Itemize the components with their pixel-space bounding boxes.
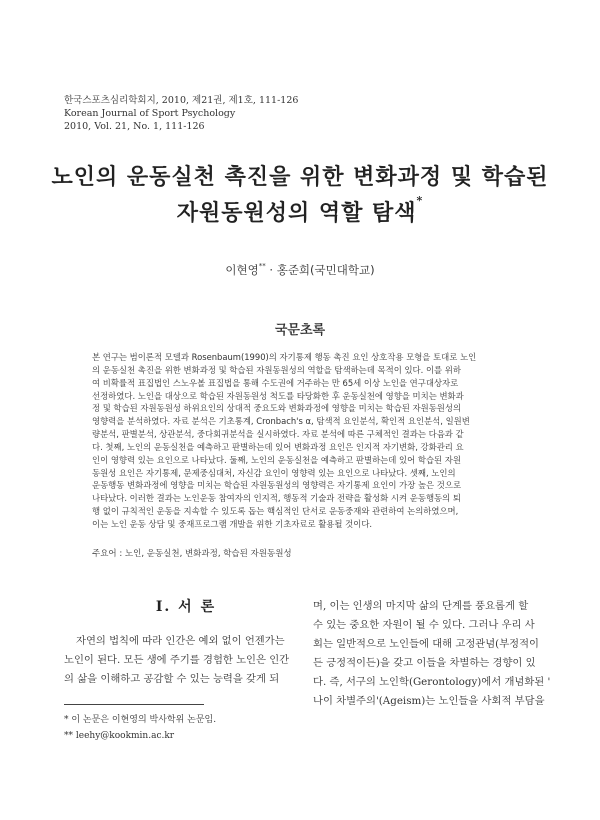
abstract-line: 영향력을 분석하였다. 자료 분석은 기초통계, Cronbach's α, 탐색적 요인분석, 확인적 요인분석, 일원변	[92, 416, 470, 427]
abstract-line: 동원성 요인은 자기통제, 문제중심대처, 자신감 요인이 영향력 있는 요인으로 나타났다. 셋째, 노인의	[92, 467, 456, 478]
body-text-line: 의 삶을 이해하고 공감할 수 있는 능력을 갖게 되	[64, 673, 280, 685]
title-footnote-mark: *	[416, 194, 424, 207]
abstract-line: 본 연구는 범이론적 모델과 Rosenbaum(1990)의 자기통제 행동 촉진 요인 상호작용 모형을 토대로 노인	[92, 352, 477, 362]
footnote-1: * 이 논문은 이현영의 박사학위 논문임.	[64, 715, 217, 725]
footnote-divider	[64, 704, 204, 705]
paper-title-line-2	[0, 196, 600, 227]
body-text-line: 다. 즉, 서구의 노인학(Gerontology)에서 개념화된 '	[313, 676, 551, 688]
author-separator: ·	[265, 263, 277, 277]
abstract-line: 량분석, 판별분석, 상관분석, 중다회귀분석을 실시하였다. 자료 분석에 따른 구체적인 결과는 다음과 같	[92, 429, 464, 440]
abstract-line: 운동행동 변화과정에 영향을 미치는 학습된 자원동원성의 영향력은 자기통제 요인이 가장 높은 것으로	[92, 480, 462, 491]
abstract-line: 다. 첫째, 노인의 운동실천을 예측하고 판별하는데 있어 변화과정 요인은 인지적 자기변화, 강화관리 요	[92, 441, 464, 452]
paper-title-line-2-text: 자원동원성의 역할 탐색	[176, 200, 417, 226]
footnotes	[64, 712, 216, 744]
paper-title-line-1: 노인의 운동실천 촉진을 위한 변화과정 및 학습된	[51, 164, 549, 190]
journal-citation-korean: 한국스포츠심리학회지, 2010, 제21권, 제1호, 111-126	[64, 95, 299, 106]
abstract-line: 나타났다. 이러한 결과는 노인운동 참여자의 인지적, 행동적 기술과 전략을 활성화 시켜 운동행동의 퇴	[92, 493, 461, 504]
body-text-line: 나이 차별주의'(Ageism)는 노인들을 사회적 부담을	[313, 695, 545, 707]
abstract-line: 선정하였다. 노인을 대상으로 학습된 자원동원성 척도를 타당화한 후 운동실천에 영향을 미치는 변화과	[92, 390, 464, 401]
body-text-line: 자연의 법칙에 따라 인간은 예외 없이 언젠가는	[76, 635, 285, 647]
author-name-1: 이현영	[225, 263, 259, 277]
journal-name-english: Korean Journal of Sport Psychology	[64, 108, 236, 119]
abstract-line: 의 운동실천 촉진을 위한 변화과정 및 학습된 자원동원성의 역할을 탐색하는데 목적이 있다. 이를 위하	[92, 364, 461, 375]
journal-volume-info: 2010, Vol. 21, No. 1, 111-126	[64, 121, 205, 132]
section-heading-introduction: Ⅰ. 서 론	[155, 599, 217, 615]
abstract-body	[92, 351, 508, 531]
abstract-line: 인이 영향력 있는 요인으로 나타났다. 둘째, 노인의 운동실천을 예측하고 판별하는데 있어 학습된 자원	[92, 454, 461, 465]
body-text-line: 노인이 된다. 모든 생에 주기를 경험한 노인은 인간	[64, 654, 290, 666]
body-text-line: 든 긍정적이든)을 갖고 이들을 차별하는 경향이 있	[313, 657, 536, 669]
keywords: 주요어 : 노인, 운동실천, 변화과정, 학습된 자원동원성	[92, 549, 292, 559]
author-line	[0, 262, 600, 278]
abstract-line: 이는 노인 운동 상담 및 중재프로그램 개발을 위한 기초자료로 활용될 것이다.	[92, 518, 373, 529]
abstract-line: 정 및 학습된 자원동원성 하위요인의 상대적 중요도와 변화과정에 영향을 미치는 학습된 자원동원성의	[92, 403, 462, 414]
author-affiliation: (국민대학교)	[310, 263, 375, 277]
body-column-right	[313, 597, 550, 711]
body-text-line: 수 있는 중요한 자원이 될 수 있다. 그러나 우리 사	[313, 619, 535, 631]
body-text-line: 회는 일반적으로 노인들에 대해 고정관념(부정적이	[313, 638, 539, 650]
body-column-left	[64, 632, 289, 689]
abstract-heading: 국문초록	[274, 323, 326, 338]
journal-citation	[64, 94, 298, 133]
abstract-line: 여 비확률적 표집법인 스노우볼 표집법을 통해 수도권에 거주하는 만 65세 이상 노인을 연구대상자로	[92, 377, 459, 388]
abstract-line: 행 없이 규칙적인 운동을 지속할 수 있도록 돕는 핵심적인 단서로 운동중재와 관련하여 논의하였으며,	[92, 506, 459, 517]
footnote-2: ** leehy@kookmin.ac.kr	[64, 731, 175, 741]
body-text-line: 며, 이는 인생의 마지막 삶의 단계를 풍요롭게 할	[313, 600, 529, 612]
author-name-2: 홍준희	[276, 263, 311, 277]
author-footnote-mark: **	[258, 262, 266, 270]
